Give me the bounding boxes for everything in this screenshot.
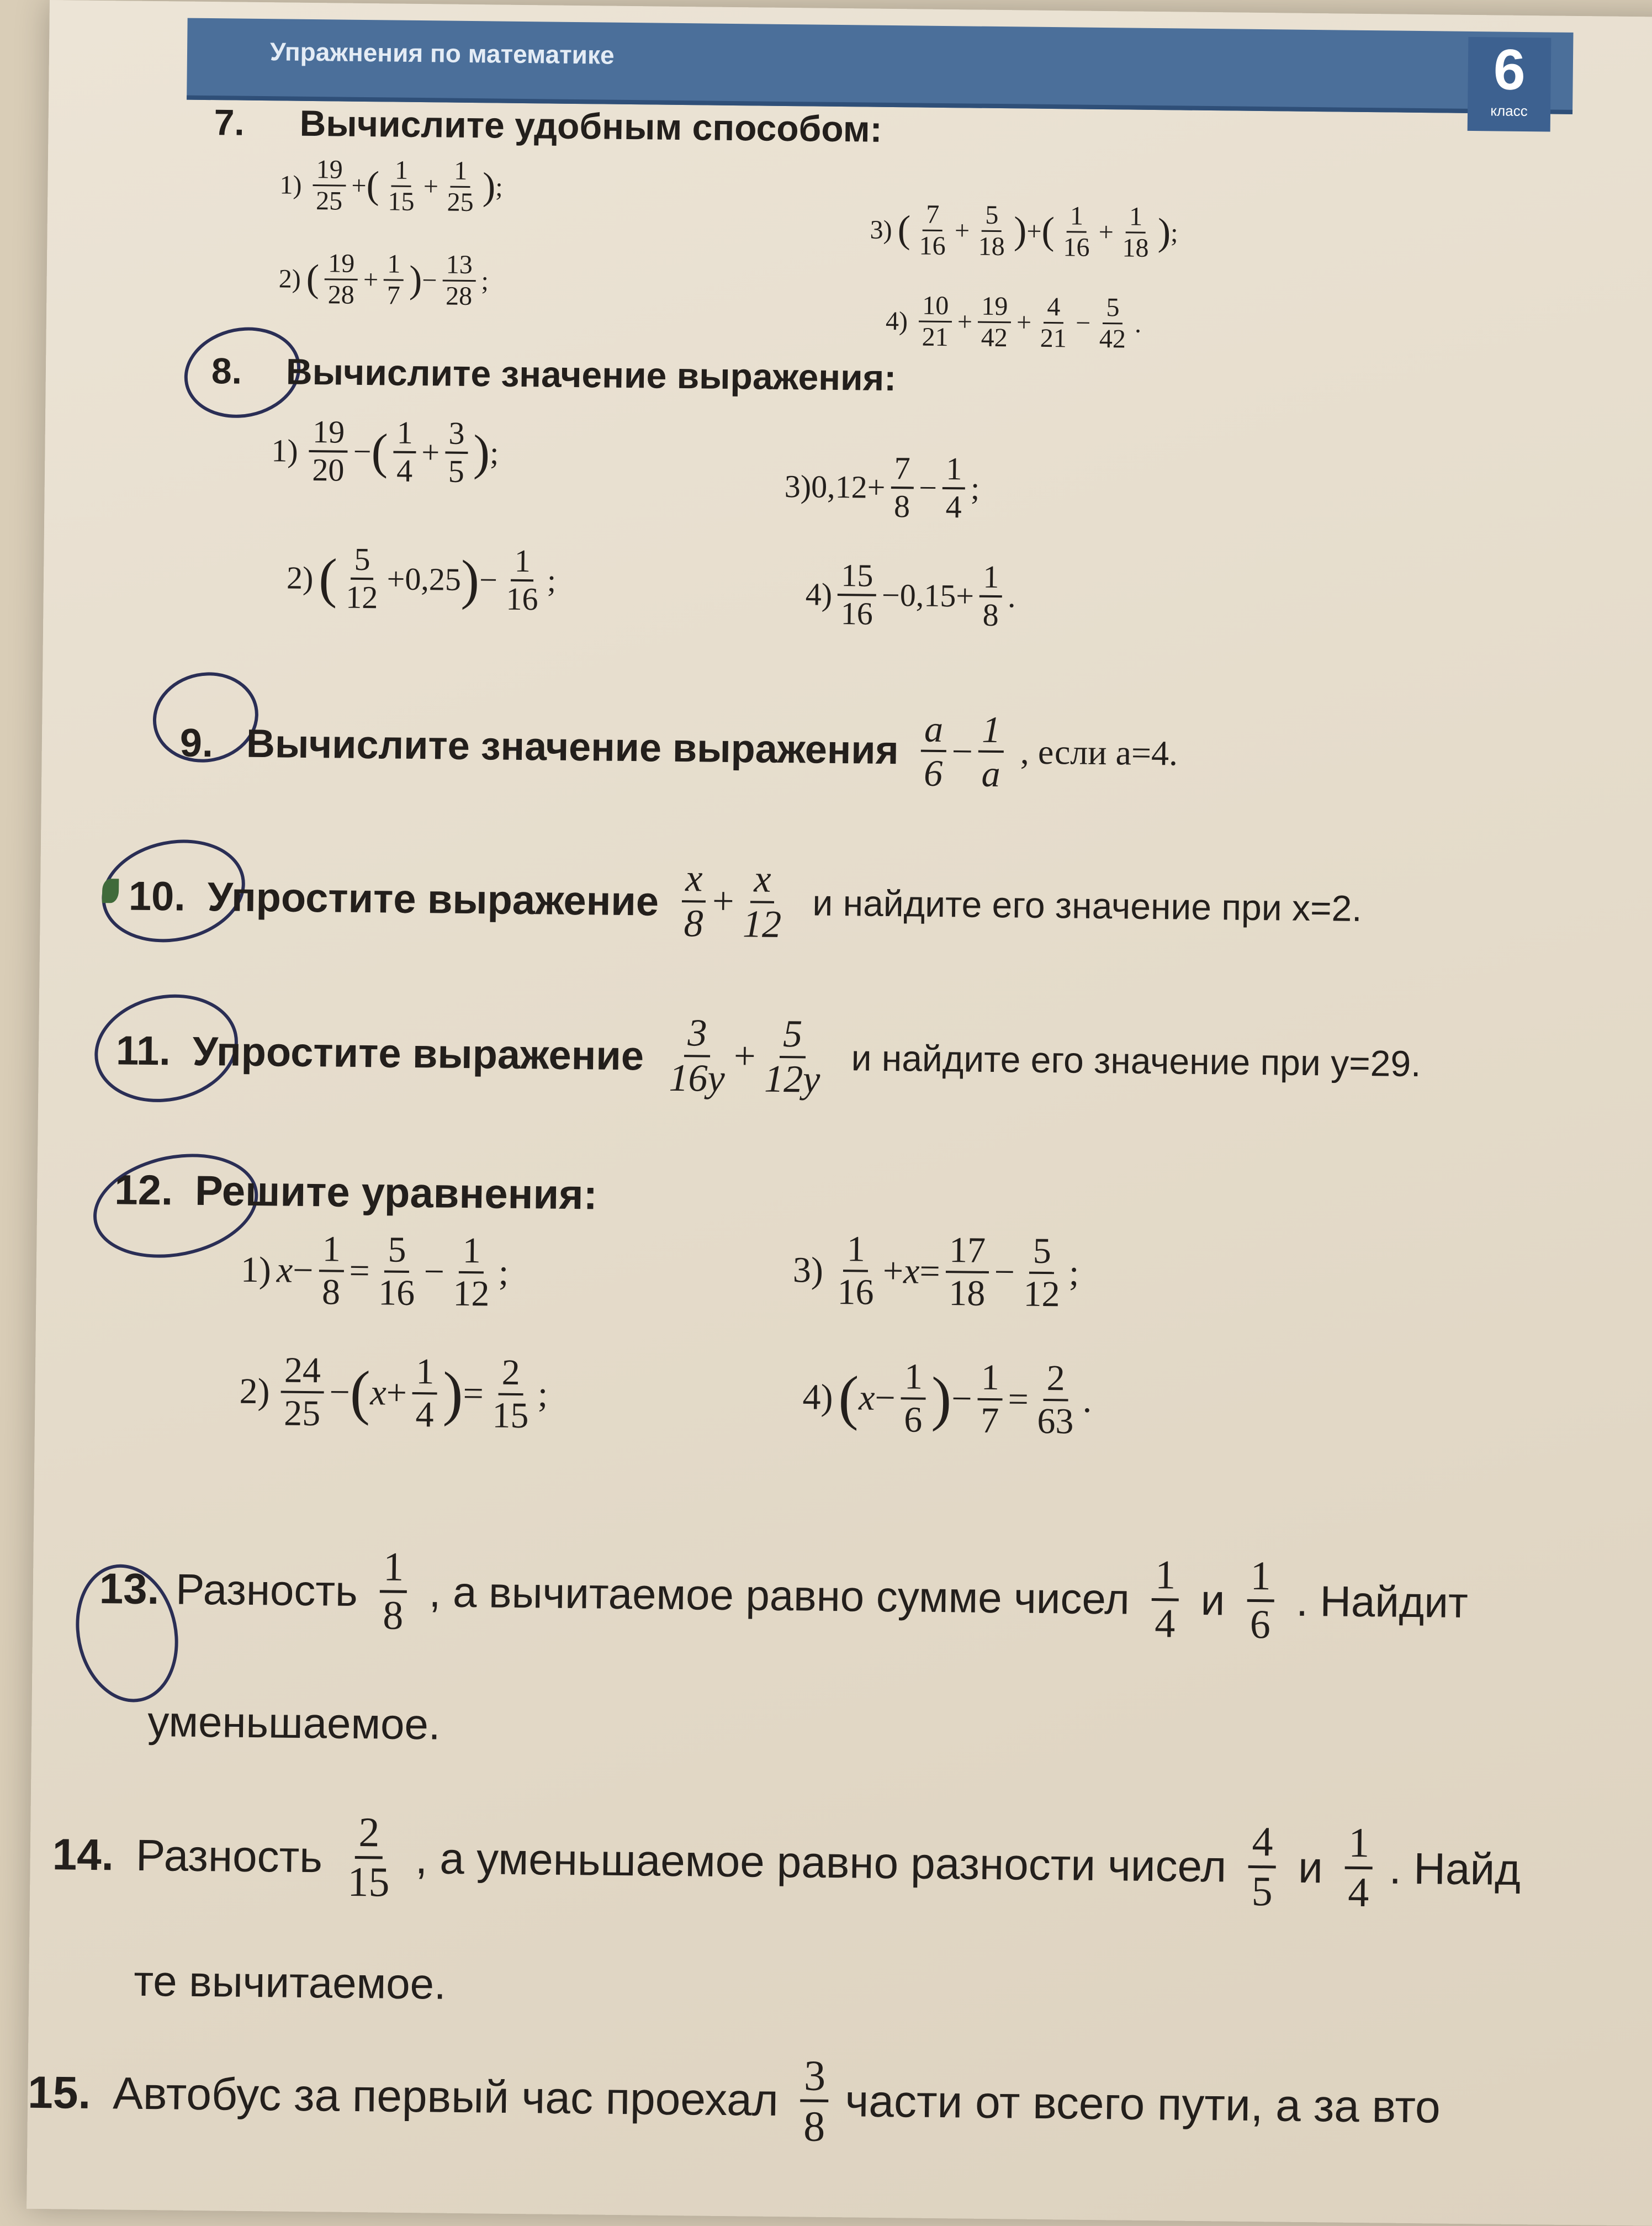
operator: + [386,1372,407,1413]
numerator: 1 [843,1229,869,1272]
operator: + [1098,217,1114,247]
fraction [837,558,876,632]
numerator: 1 [979,559,1003,598]
numerator: 13 [442,250,476,281]
fraction [379,1544,407,1638]
denominator: 18 [978,231,1005,261]
punctuation: . [1007,578,1016,615]
problem-8-heading [211,350,897,399]
item-label: 3) [870,215,892,245]
problem-8-title: Вычислите значение выражения: [285,351,897,399]
operator: + [1016,308,1032,337]
textbook-page [27,0,1652,2226]
numerator: 5 [780,1013,806,1059]
fraction [1096,293,1130,354]
operator: + [712,880,734,923]
numerator: 19 [309,414,348,453]
equals: = [349,1250,370,1292]
operator: − [353,433,372,470]
variable: x [858,1377,875,1418]
numerator: 1 [412,1351,438,1394]
paren: ) [1157,211,1171,254]
header-banner [187,18,1573,120]
item-label: 2) [278,264,301,294]
punctuation: . [1082,1379,1092,1420]
operator: − [422,265,437,295]
fraction [975,200,1009,262]
numerator: 1 [1152,1552,1179,1601]
problem-13-text-1: Разность [175,1564,358,1615]
denominator: 18 [948,1273,986,1314]
numerator: 1 [901,1356,926,1399]
variable: x [903,1251,920,1292]
denominator: a [981,752,1000,795]
numerator: 4 [1248,1818,1277,1869]
operator: + [733,1035,756,1078]
paren: ) [931,1365,952,1432]
denominator: 21 [1040,323,1067,353]
fraction [1037,292,1071,353]
denominator: 4 [1154,1600,1176,1647]
numerator: 5 [1029,1231,1055,1274]
problem-10-text: Упростите выражение [207,873,659,924]
denominator: 4 [1347,1869,1369,1916]
fraction [834,1229,878,1313]
problem-9-condition: , если a=4. [1020,732,1178,773]
fraction [978,708,1004,795]
grade-number: 6 [1493,38,1526,102]
problem-14-number: 14. [52,1829,114,1880]
fraction [313,155,346,216]
numerator: 3 [445,416,468,454]
numerator: 5 [982,200,1002,232]
numerator: 1 [1067,201,1087,232]
fraction [342,542,382,616]
fraction [375,1229,419,1314]
problem-10-condition: и найдите его значение при x=2. [812,882,1363,929]
problem-11-number: 11. [115,1027,171,1074]
problem-14-text-3: и [1298,1842,1323,1892]
numerator: 1 [1126,202,1146,233]
denominator: 16 [840,595,873,632]
numerator: 5 [384,1229,410,1272]
paren: ( [838,1363,859,1431]
operator: + [1026,216,1042,246]
denominator: 63 [1037,1400,1074,1442]
variable: x [276,1250,293,1291]
problem-15-text-2: части от всего пути, а за вто [845,2076,1441,2133]
problem-7-number: 7. [214,102,245,143]
operator: + [363,265,379,295]
denominator: 6 [903,1399,923,1440]
fraction [665,1012,729,1101]
fraction [449,1230,494,1315]
paren: ( [306,257,320,300]
denominator: 28 [327,280,355,310]
denominator: 16y [669,1057,726,1101]
item-label: 1) [240,1249,272,1291]
numerator: 17 [946,1230,989,1273]
numerator: 3 [801,2051,829,2102]
paren: ) [442,1360,464,1427]
fraction [442,250,476,311]
denominator: 8 [321,1272,341,1313]
denominator: 8 [893,488,910,525]
problem-14-text-1: Разность [135,1830,323,1881]
fraction [502,543,542,618]
problem-11 [115,1006,1421,1108]
term: −0,15+ [881,577,975,615]
numerator: 2 [498,1352,523,1395]
operator: − [292,1250,314,1291]
operator: − [994,1251,1015,1293]
fraction [443,156,477,217]
numerator: 2 [355,1809,383,1859]
denominator: 12 [453,1273,490,1314]
numerator: 1 [384,249,404,281]
problem-10 [128,852,1362,953]
paren: ) [1013,209,1027,252]
item-label: 1) [271,432,299,469]
fraction [945,1230,989,1314]
fraction [324,248,358,310]
denominator: 16 [837,1271,874,1313]
problem-8-item-4 [805,557,1016,633]
numerator: 5 [351,542,374,580]
numerator: 7 [923,200,943,231]
item-label: 1) [279,170,302,200]
problem-7-item-2 [278,248,489,311]
problem-15-text-1: Автобус за первый час проехал [112,2068,779,2125]
problem-11-condition: и найдите его значение при y=29. [851,1037,1421,1085]
denominator: 12y [764,1058,820,1102]
problem-12-title: Решите уравнения: [194,1167,598,1219]
term: +0,25 [386,561,462,598]
problem-15 [27,2043,1441,2158]
paren: ) [482,165,496,208]
numerator: 1 [391,156,412,187]
denominator: 5 [1251,1868,1273,1915]
operator: − [329,1372,351,1413]
problem-8-item-1 [271,414,499,490]
problem-13 [99,1541,1469,1650]
denominator: 18 [1122,233,1149,263]
grade-badge [1468,37,1552,132]
denominator: 28 [445,281,473,311]
problem-13-text-3: и [1200,1575,1225,1625]
denominator: 8 [382,1593,404,1638]
paren: ) [409,258,422,302]
punctuation: ; [489,435,499,472]
equals: = [1008,1379,1029,1420]
operator: − [479,562,498,599]
paren: ( [1041,210,1055,253]
problem-12-heading [114,1166,597,1219]
numerator: 19 [325,248,358,280]
operator: − [951,729,973,773]
item-label: 4) [802,1377,833,1418]
denominator: 15 [388,187,415,216]
problem-15-number: 15. [27,2067,91,2118]
problem-13-line-2: уменьшаемое. [147,1697,441,1749]
denominator: 6 [923,752,943,795]
problem-10-number: 10. [128,873,186,919]
denominator: 20 [312,451,345,488]
numerator: 10 [919,291,952,322]
numerator: x [750,858,775,903]
punctuation: . [1134,309,1142,339]
numerator: 7 [891,451,914,489]
problem-11-text: Упростите выражение [192,1028,644,1079]
denominator: 25 [447,187,474,217]
numerator: 2 [1043,1358,1068,1401]
numerator: 24 [281,1350,325,1394]
numerator: 1 [459,1230,484,1273]
denominator: 6 [1249,1601,1271,1648]
fraction [1034,1358,1078,1442]
problem-14 [52,1806,1521,1918]
fraction [977,1357,1003,1441]
item-label: 4) [885,306,908,336]
operator: − [875,1377,896,1419]
denominator: 16 [378,1272,415,1313]
grade-label: класс [1490,102,1528,120]
denominator: 42 [1099,324,1126,354]
paren: ( [897,208,911,251]
problem-12-item-4 [802,1355,1092,1442]
problem-8-item-2 [286,541,556,618]
denominator: 12 [1023,1273,1060,1315]
numerator: x [682,857,706,903]
operator: + [954,215,970,246]
fraction [891,451,914,525]
fraction [915,199,949,261]
paren: ) [473,425,490,480]
denominator: 4 [396,452,413,489]
denominator: 25 [315,186,343,216]
numerator: 1 [1345,1820,1373,1870]
fraction [344,1809,394,1906]
denominator: 4 [945,488,962,525]
fraction [918,291,952,352]
denominator: 15 [492,1395,529,1436]
fraction [412,1351,438,1435]
numerator: 5 [1103,293,1123,324]
banner-title: Упражнения по математике [269,37,615,70]
problem-13-number: 13. [99,1563,160,1614]
paren: ( [370,424,389,479]
operator: − [919,469,938,506]
fraction [1344,1820,1373,1917]
paren: ( [318,547,338,609]
problem-13-text-2: , а вычитаемое равно сумме чисел [428,1567,1130,1624]
denominator: 25 [283,1393,321,1434]
fraction [309,414,348,489]
denominator: 21 [922,322,949,352]
term: 0,12+ [811,468,886,506]
numerator: 19 [313,155,346,186]
denominator: 16 [919,231,946,261]
fraction [979,559,1002,633]
denominator: 12 [346,579,378,616]
fraction [393,415,416,489]
numerator: 1 [319,1229,344,1272]
item-label: 2) [239,1371,271,1412]
numerator: 3 [684,1012,711,1058]
fraction [920,708,947,795]
problem-9 [179,700,1178,797]
fraction [1060,201,1093,262]
operator: − [1075,308,1091,338]
punctuation: ; [495,172,503,202]
numerator: 1 [451,156,471,188]
numerator: 1 [380,1544,407,1593]
equals: = [919,1251,941,1292]
fraction [1119,202,1152,263]
denominator: 16 [506,580,538,617]
problem-8-number: 8. [211,350,242,392]
numerator: 1 [1247,1553,1274,1602]
fraction [1248,1818,1277,1916]
punctuation: ; [1068,1252,1079,1293]
denominator: 42 [981,322,1008,352]
problem-12-item-2 [239,1350,548,1437]
denominator: 7 [386,281,401,310]
operator: + [421,434,440,470]
operator: − [951,1378,972,1419]
fraction [489,1352,533,1436]
fraction [445,416,468,490]
denominator: 8 [803,2102,825,2151]
fraction [977,292,1011,353]
numerator: 1 [511,543,534,581]
problem-7-item-3 [870,199,1178,263]
problem-14-text-4: . Найд [1389,1843,1521,1894]
problem-7-item-1 [279,154,503,218]
punctuation: ; [537,1374,548,1415]
fraction [800,2051,829,2150]
denominator: 16 [1063,232,1090,262]
fraction [1020,1231,1064,1315]
punctuation: ; [970,470,980,507]
numerator: 4 [1044,292,1064,324]
punctuation: ; [498,1252,509,1293]
fraction [1246,1553,1274,1648]
problem-9-text: Вычислите значение выражения [246,721,899,773]
denominator: 7 [980,1400,999,1441]
problem-12-item-1 [240,1228,509,1315]
item-label: 2) [286,560,314,596]
numerator: a [921,708,947,753]
denominator: 4 [415,1394,434,1435]
fraction [680,857,707,946]
fraction [1151,1552,1179,1647]
problem-12-item-3 [792,1228,1079,1315]
numerator: 1 [978,1357,1003,1400]
punctuation: ; [547,562,557,599]
numerator: 1 [393,415,416,453]
paren: ( [366,164,380,207]
problem-12-number: 12. [114,1166,173,1214]
operator: + [423,171,439,202]
fraction [942,451,965,525]
numerator: 1 [943,451,966,489]
fraction [384,155,418,216]
problem-9-number: 9. [179,721,214,766]
numerator: 19 [978,292,1012,323]
fraction [739,858,786,947]
fraction [280,1350,325,1435]
operator: + [351,171,367,200]
problem-14-text-2: , а уменьшаемое равно разности чисел [415,1833,1227,1891]
problem-7-title: Вычислите удобным способом: [299,102,883,150]
operator: + [882,1250,904,1292]
item-label: 3) [792,1250,824,1291]
numerator: 1 [978,708,1004,753]
problem-7-heading [214,101,882,150]
fraction [319,1229,345,1313]
denominator: 12 [742,903,782,947]
paren: ) [460,549,480,611]
variable: x [370,1372,387,1413]
paren: ( [350,1358,371,1426]
fraction [384,249,404,310]
problem-14-line-2: те вычитаемое. [133,1956,447,2008]
denominator: 5 [448,453,465,489]
operator: − [423,1251,445,1292]
denominator: 8 [982,596,999,633]
numerator: 15 [838,558,877,596]
denominator: 15 [347,1858,390,1906]
punctuation: ; [481,266,489,296]
problem-8-item-3 [784,450,980,526]
operator: + [957,306,973,337]
denominator: 8 [684,902,704,945]
fraction [761,1013,824,1102]
equals: = [463,1373,484,1414]
punctuation: ; [1170,218,1178,248]
item-label: 3) [784,468,812,505]
problem-13-text-4: . Найдит [1295,1576,1469,1627]
problem-7-item-4 [885,290,1141,354]
fraction [901,1356,926,1440]
item-label: 4) [805,576,833,613]
